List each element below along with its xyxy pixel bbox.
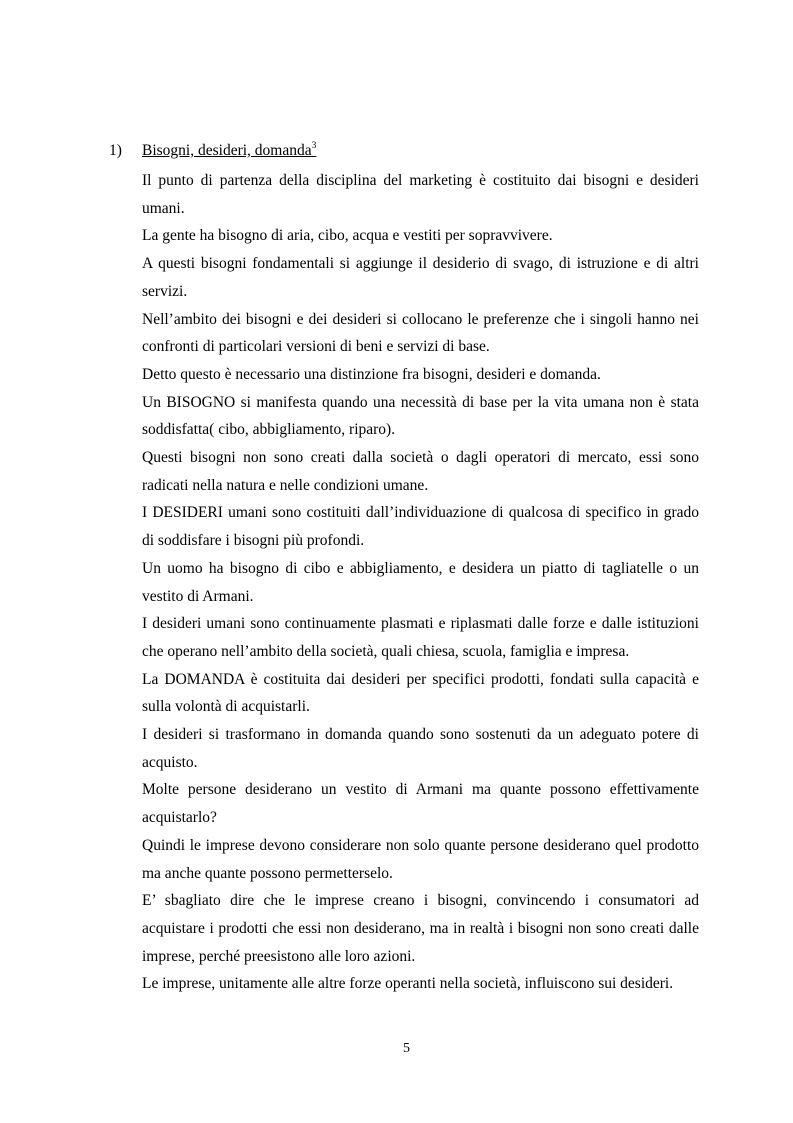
paragraph: I DESIDERI umani sono costituiti dall’individuazione di qualcosa di specifico in grado di soddisfare i bisogni più profondi. [142, 504, 699, 550]
paragraph: Molte persone desiderano un vestito di Armani ma quante possono effettivamente acquistarlo? [142, 781, 699, 827]
paragraph: Detto questo è necessario una distinzione fra bisogni, desideri e domanda. [142, 365, 601, 383]
paragraph: I desideri si trasformano in domanda quando sono sostenuti da un adeguato potere di acquisto. [142, 726, 699, 771]
section-title-text: Bisogni, desideri, domanda [142, 142, 312, 159]
paragraph: La gente ha bisogno di aria, cibo, acqua e vestiti per sopravvivere. [142, 227, 553, 245]
page-number: 5 [403, 1041, 410, 1056]
section-number: 1) [109, 142, 122, 159]
paragraph: Un BISOGNO si manifesta quando una necessità di base per la vita umana non è stata soddisfatta( cibo, abbigliamento, riparo). [142, 393, 699, 439]
paragraph: Il punto di partenza della disciplina del marketing è costituito dai bisogni e desideri umani. [142, 172, 699, 217]
paragraph: Nell’ambito dei bisogni e dei desideri si collocano le preferenze che i singoli hanno nei confronti di particolari versioni di beni e servizi di base. [142, 310, 699, 356]
paragraph: Un uomo ha bisogno di cibo e abbigliamento, e desidera un piatto di tagliatelle o un vestito di Armani. [142, 559, 699, 605]
paragraph: A questi bisogni fondamentali si aggiunge il desiderio di svago, di istruzione e di altri servizi. [142, 255, 699, 300]
paragraph: La DOMANDA è costituita dai desideri per specifici prodotti, fondati sulla capacità e sulla volontà di acquistarli. [142, 670, 699, 716]
paragraph: Quindi le imprese devono considerare non solo quante persone desiderano quel prodotto ma anche quante possono permetterselo. [142, 836, 699, 882]
section-title [142, 142, 316, 159]
footnote-reference: 3 [311, 141, 317, 151]
paragraph: Le imprese, unitamente alle altre forze operanti nella società, influiscono sui desideri. [142, 975, 674, 993]
body-text [142, 167, 699, 998]
paragraph: Questi bisogni non sono creati dalla società o dagli operatori di mercato, essi sono radicati nella natura e nelle condizioni umane. [142, 449, 699, 494]
section-heading [109, 140, 709, 162]
paragraph: E’ sbagliato dire che le imprese creano i bisogni, convincendo i consumatori ad acquistare i prodotti che essi non desiderano, ma in realtà i bisogni non sono creati dalle imprese, perché preesistono alle loro azioni. [142, 892, 699, 965]
paragraph: I desideri umani sono continuamente plasmati e riplasmati dalle forze e dalle istituzioni che operano nell’ambito della società, quali chiesa, scuola, famiglia e impresa. [142, 615, 699, 660]
